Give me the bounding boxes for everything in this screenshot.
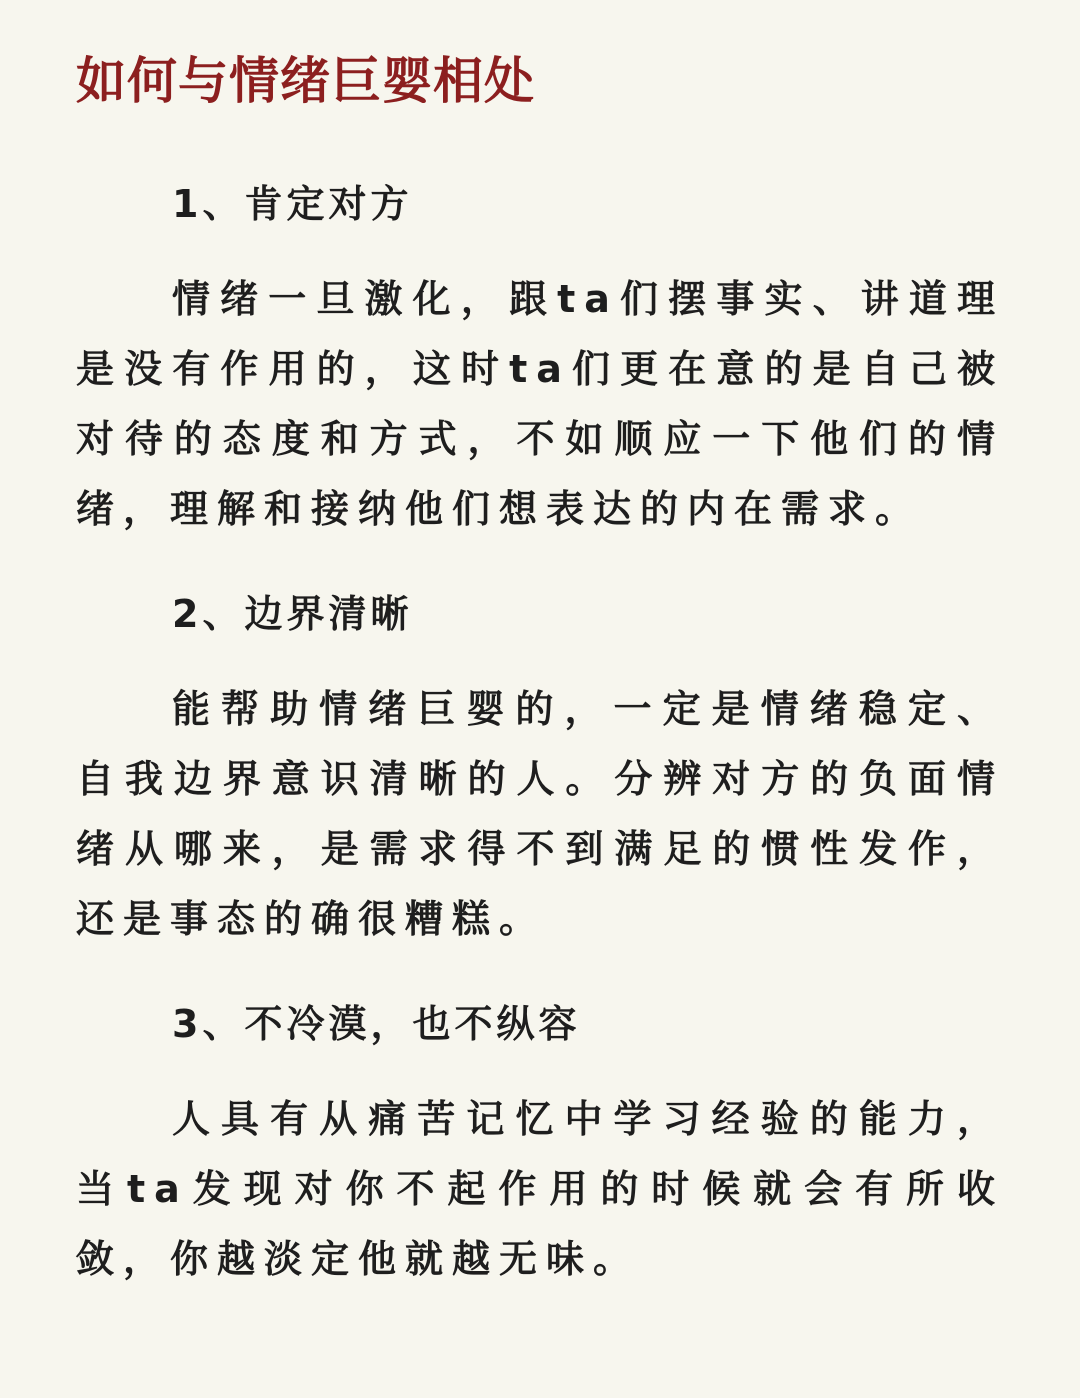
section-heading: 2、边界清晰 (172, 592, 413, 636)
section-heading: 3、不冷漠，也不纵容 (172, 1002, 581, 1046)
section-heading: 1、肯定对方 (172, 182, 413, 226)
page-title: 如何与情绪巨婴相处 (76, 52, 535, 110)
section-2 (76, 590, 1004, 954)
section-body: 情绪一旦激化，跟ta们摆事实、讲道理是没有作用的，这时ta们更在意的是自己被对待的态度和方式，不如顺应一下他们的情绪，理解和接纳他们想表达的内在需求。 (76, 277, 1004, 531)
section-body: 能帮助情绪巨婴的，一定是情绪稳定、自我边界意识清晰的人。分辨对方的负面情绪从哪来，是需求得不到满足的惯性发作，还是事态的确很糟糕。 (76, 687, 1004, 941)
section-3 (76, 1000, 1004, 1294)
section-1 (76, 180, 1004, 544)
section-body: 人具有从痛苦记忆中学习经验的能力，当ta发现对你不起作用的时候就会有所收敛，你越淡定他就越无味。 (76, 1097, 1004, 1281)
